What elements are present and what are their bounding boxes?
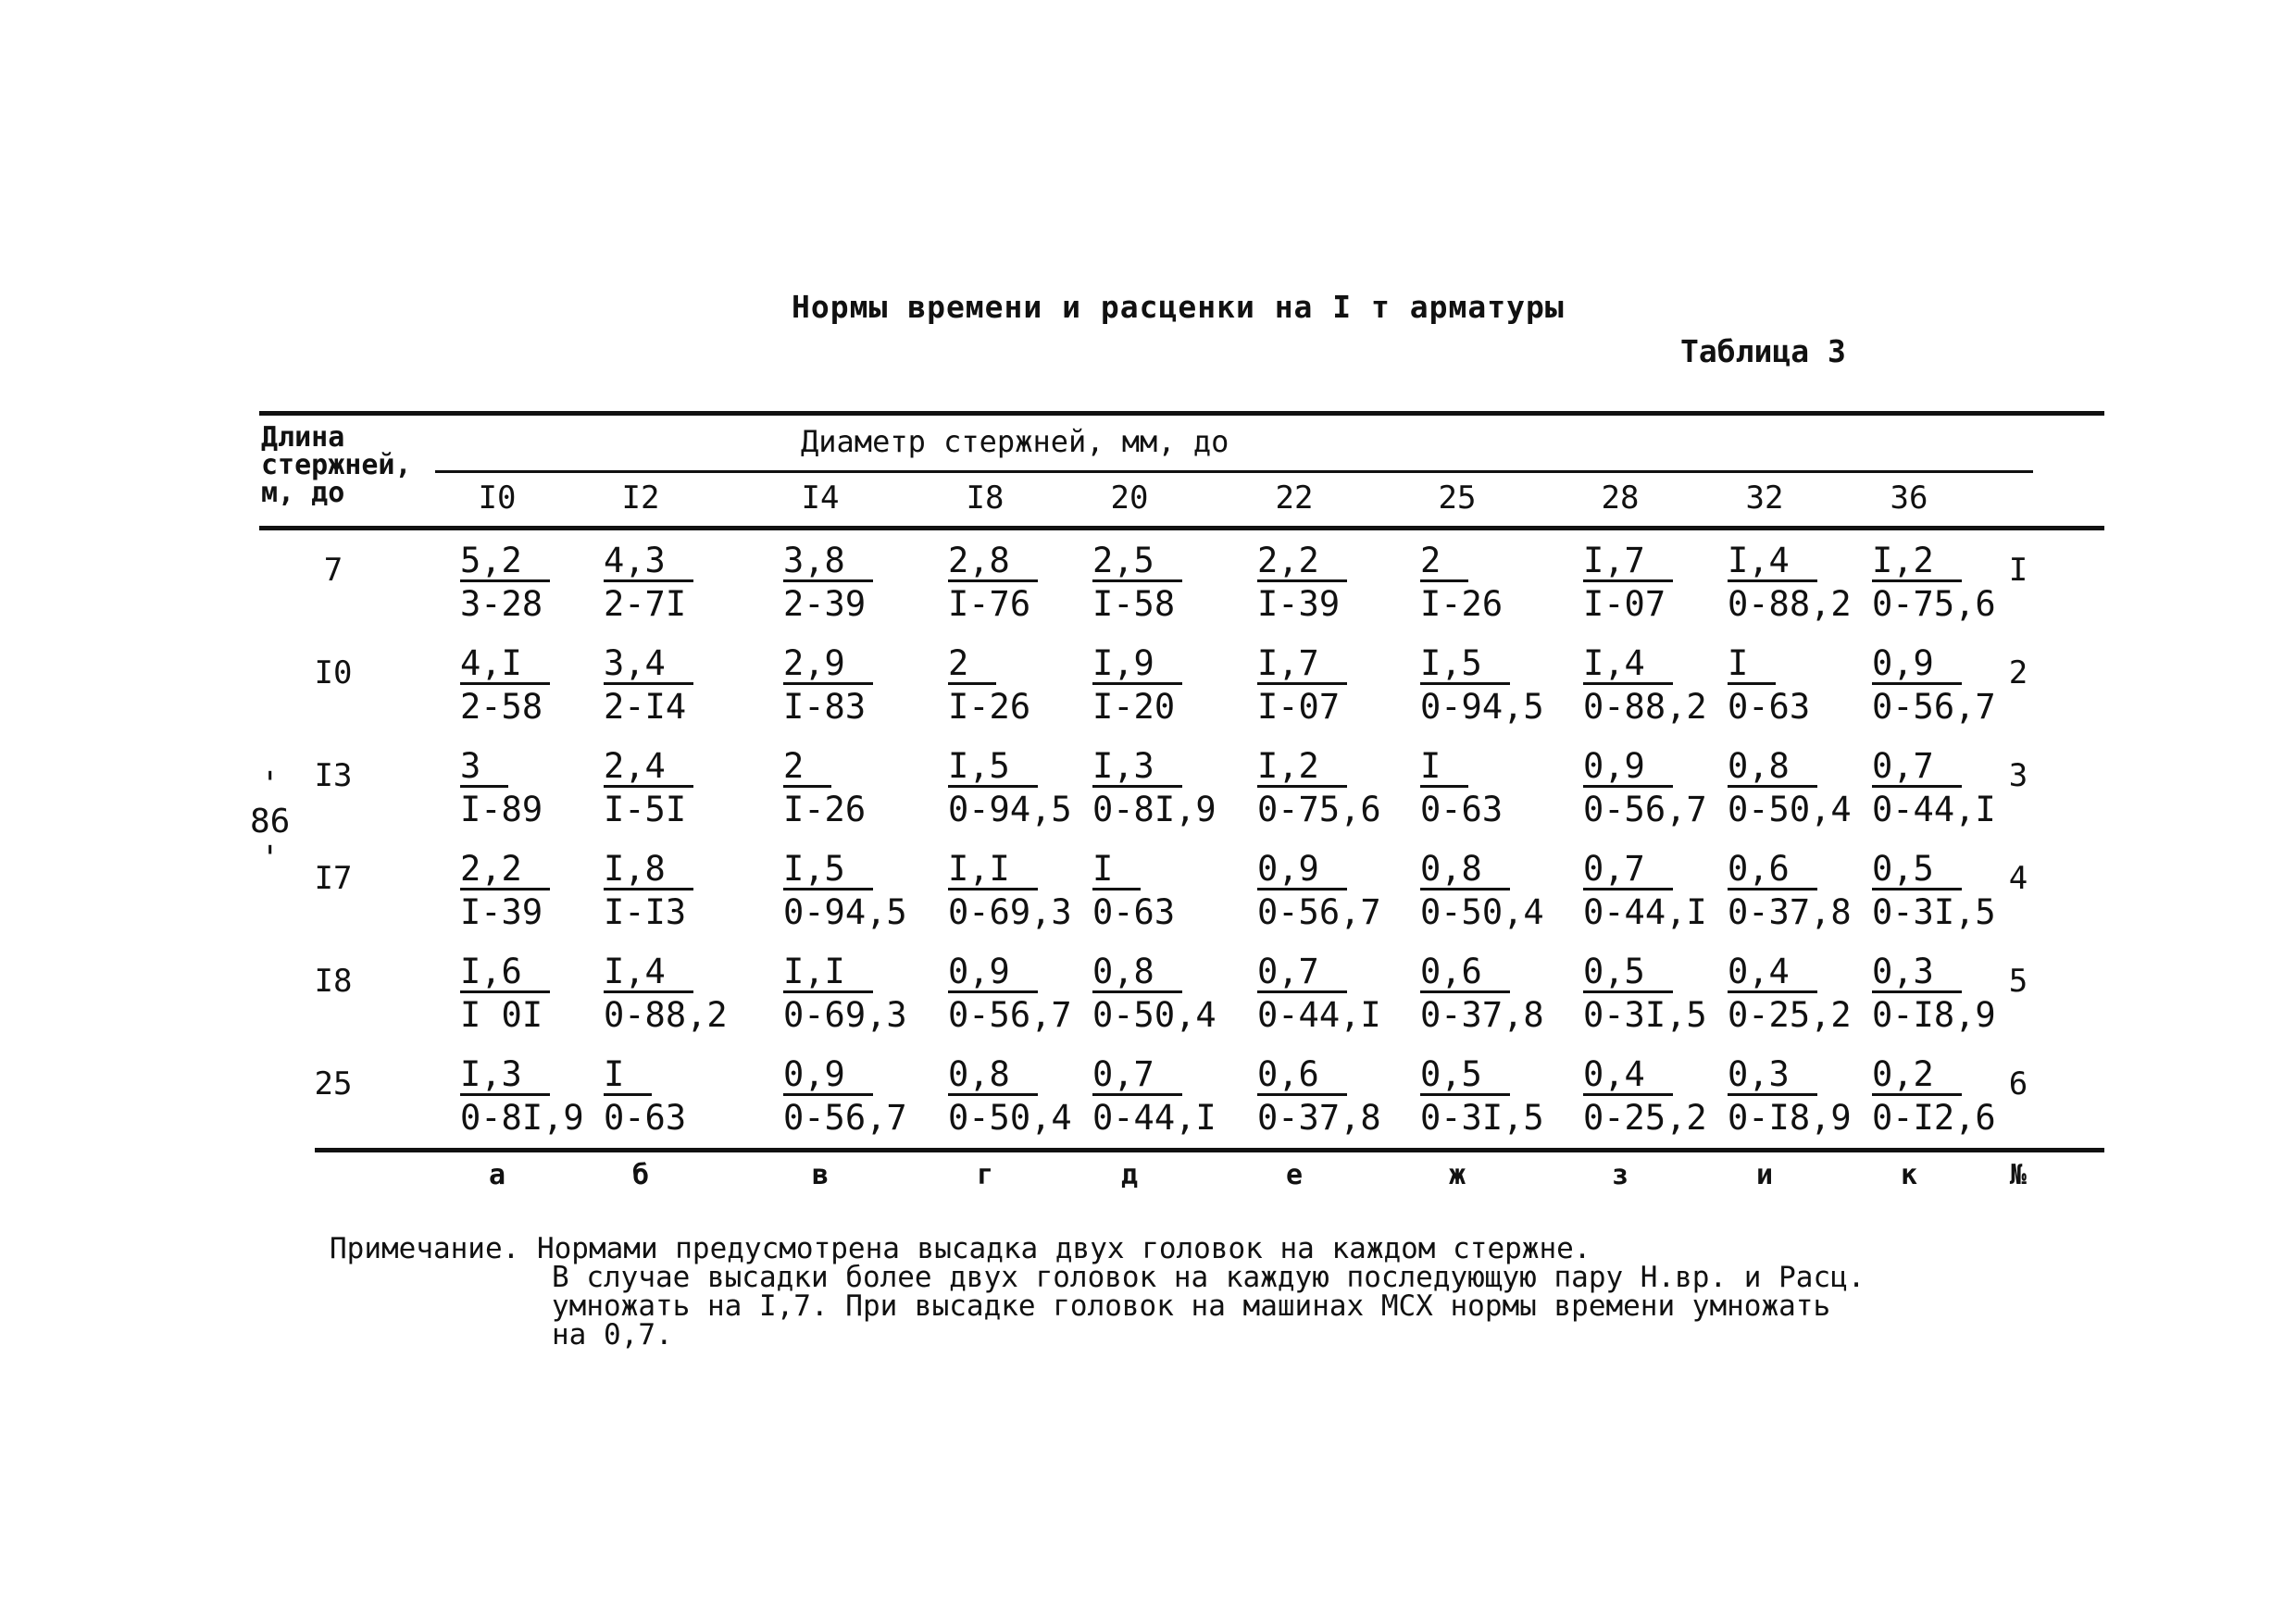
- time-norm: 0,5: [1872, 851, 1962, 890]
- table-cell: [948, 1054, 1072, 1140]
- diameter-header: 32: [1745, 479, 1784, 517]
- time-norm: I,4: [604, 953, 693, 993]
- table-cell: [604, 1054, 686, 1140]
- page-mark: [250, 766, 290, 878]
- time-norm: I,2: [1257, 748, 1347, 788]
- rate-value: 0-I8,9: [1872, 995, 1996, 1035]
- rate-value: 0-25,2: [1583, 1098, 1707, 1138]
- table-cell: [1728, 849, 1852, 935]
- page-mark-line: ': [259, 840, 281, 878]
- length-header-line: м, до: [261, 477, 345, 509]
- time-norm: 0,9: [948, 953, 1038, 993]
- table-cell: [1583, 541, 1673, 627]
- table-cell: [1872, 1054, 1996, 1140]
- row-number: 3: [2008, 757, 2028, 794]
- rate-value: 0-63: [1728, 687, 1811, 727]
- time-norm: 0,8: [1420, 851, 1510, 890]
- table-cell: [604, 541, 693, 627]
- rate-value: 0-3I,5: [1872, 892, 1996, 932]
- diameter-header: 22: [1275, 479, 1314, 517]
- table-cell: [460, 952, 550, 1038]
- rate-value: I-I3: [604, 892, 687, 932]
- row-length: I0: [314, 654, 353, 691]
- rate-value: 0-3I,5: [1583, 995, 1707, 1035]
- column-letter: а: [488, 1159, 506, 1191]
- diameter-header: I8: [966, 479, 1004, 517]
- time-norm: 0,3: [1872, 953, 1962, 993]
- rate-value: 0-88,2: [1728, 584, 1852, 624]
- rate-value: 2-7I: [604, 584, 687, 624]
- rate-value: 0-75,6: [1257, 790, 1381, 829]
- time-norm: 0,9: [1583, 748, 1673, 788]
- table-cell: [460, 746, 543, 832]
- footnote-line: умножать на I,7. При высадке головок на машинах МСХ нормы времени умножать: [552, 1289, 1831, 1323]
- table-cell: [1420, 1054, 1544, 1140]
- column-letter: к: [1900, 1159, 1918, 1191]
- table-cell: [1257, 746, 1381, 832]
- table-cell: [604, 643, 693, 729]
- length-header-line: стержней,: [261, 449, 412, 481]
- time-norm: 2,9: [783, 645, 873, 685]
- table-cell: [460, 643, 550, 729]
- time-norm: I,2: [1872, 542, 1962, 582]
- rate-value: I-39: [460, 892, 543, 932]
- table-cell: [604, 746, 693, 832]
- time-norm: I,8: [604, 851, 693, 890]
- table-cell: [1092, 541, 1182, 627]
- table-cell: [783, 1054, 907, 1140]
- column-letter: е: [1285, 1159, 1304, 1191]
- table-cell: [1420, 746, 1503, 832]
- time-norm: 2: [783, 748, 831, 788]
- table-cell: [1420, 643, 1544, 729]
- column-letter: г: [976, 1159, 994, 1191]
- table-cell: [1092, 1054, 1217, 1140]
- time-norm: 0,7: [1092, 1056, 1182, 1096]
- rate-value: 0-56,7: [1583, 790, 1707, 829]
- table-cell: [1257, 541, 1347, 627]
- footnote-line: на 0,7.: [552, 1318, 673, 1351]
- time-norm: I,4: [1583, 645, 1673, 685]
- row-length: I7: [314, 860, 353, 897]
- rate-value: 0-94,5: [783, 892, 907, 932]
- diameter-header: I4: [801, 479, 840, 517]
- table-cell: [1420, 541, 1503, 627]
- table-cell: [948, 643, 1030, 729]
- time-norm: 3,4: [604, 645, 693, 685]
- length-column-header: [261, 421, 412, 509]
- table-cell: [948, 541, 1038, 627]
- rate-value: 0-44,I: [1257, 995, 1381, 1035]
- rate-value: 0-50,4: [948, 1098, 1072, 1138]
- table-cell: [1872, 849, 1996, 935]
- time-norm: 4,3: [604, 542, 693, 582]
- time-norm: I,7: [1583, 542, 1673, 582]
- time-norm: 0,6: [1257, 1056, 1347, 1096]
- rate-value: 0-69,3: [783, 995, 907, 1035]
- rate-value: 0-63: [604, 1098, 687, 1138]
- time-norm: I,7: [1257, 645, 1347, 685]
- column-letter: №: [2009, 1159, 2028, 1191]
- table-cell: [1092, 643, 1182, 729]
- table-cell: [460, 541, 550, 627]
- table-cell: [1583, 849, 1707, 935]
- time-norm: 0,4: [1728, 953, 1817, 993]
- row-number: 6: [2008, 1065, 2028, 1102]
- column-letter: д: [1120, 1159, 1139, 1191]
- rate-value: 0-94,5: [1420, 687, 1544, 727]
- rate-value: 2-58: [460, 687, 543, 727]
- time-norm: 5,2: [460, 542, 550, 582]
- table-top-rule: [259, 411, 2104, 416]
- rate-value: 0-8I,9: [460, 1098, 584, 1138]
- diameter-header: 25: [1438, 479, 1477, 517]
- rate-value: 0-88,2: [604, 995, 728, 1035]
- page-title: Нормы времени и расценки на I т арматуры: [792, 289, 1565, 325]
- table-cell: [1257, 643, 1347, 729]
- rate-value: I-83: [783, 687, 867, 727]
- row-number: I: [2008, 552, 2028, 589]
- rate-value: 0-50,4: [1728, 790, 1852, 829]
- row-length: I3: [314, 757, 353, 794]
- table-cell: [1257, 952, 1381, 1038]
- time-norm: 0,9: [1257, 851, 1347, 890]
- table-cell: [460, 849, 550, 935]
- time-norm: 0,5: [1583, 953, 1673, 993]
- rate-value: 0-75,6: [1872, 584, 1996, 624]
- time-norm: 0,7: [1872, 748, 1962, 788]
- table-cell: [1872, 952, 1996, 1038]
- time-norm: I: [1420, 748, 1468, 788]
- rate-value: 0-I2,6: [1872, 1098, 1996, 1138]
- rate-value: 3-28: [460, 584, 543, 624]
- time-norm: 0,7: [1583, 851, 1673, 890]
- diameter-header: I0: [478, 479, 517, 517]
- table-cell: [1728, 643, 1810, 729]
- time-norm: 4,I: [460, 645, 550, 685]
- time-norm: I,I: [783, 953, 873, 993]
- time-norm: 2,5: [1092, 542, 1182, 582]
- time-norm: I,6: [460, 953, 550, 993]
- table-cell: [604, 952, 728, 1038]
- time-norm: 0,2: [1872, 1056, 1962, 1096]
- rate-value: 0-8I,9: [1092, 790, 1217, 829]
- diameter-header: 36: [1890, 479, 1928, 517]
- rate-value: 0-63: [1420, 790, 1504, 829]
- row-number: 4: [2008, 860, 2028, 897]
- rate-value: 0-56,7: [1872, 687, 1996, 727]
- time-norm: 0,5: [1420, 1056, 1510, 1096]
- rate-value: I-26: [783, 790, 867, 829]
- time-norm: 0,4: [1583, 1056, 1673, 1096]
- diameter-group-header: Диаметр стержней, мм, до: [801, 424, 1229, 459]
- rate-value: 0-37,8: [1728, 892, 1852, 932]
- diameter-header: 28: [1601, 479, 1640, 517]
- rate-value: 0-56,7: [1257, 892, 1381, 932]
- table-cell: [1257, 849, 1381, 935]
- column-letter: з: [1611, 1159, 1629, 1191]
- time-norm: 2,4: [604, 748, 693, 788]
- table-head-bottom-rule: [259, 526, 2104, 530]
- time-norm: 2,8: [948, 542, 1038, 582]
- time-norm: I,5: [1420, 645, 1510, 685]
- table-cell: [1728, 952, 1852, 1038]
- table-cell: [783, 541, 873, 627]
- table-cell: [1092, 849, 1175, 935]
- table-cell: [1872, 643, 1996, 729]
- table-bottom-rule: [315, 1148, 2104, 1152]
- rate-value: I 0I: [460, 995, 543, 1035]
- rate-value: 0-56,7: [783, 1098, 907, 1138]
- table-cell: [948, 952, 1072, 1038]
- rate-value: 0-50,4: [1092, 995, 1217, 1035]
- table-header-rule: [435, 470, 2033, 473]
- rate-value: I-26: [948, 687, 1031, 727]
- time-norm: 2: [948, 645, 996, 685]
- table-cell: [460, 1054, 584, 1140]
- table-number: Таблица 3: [1680, 333, 1846, 369]
- table-cell: [1420, 849, 1544, 935]
- rate-value: 0-44,I: [1583, 892, 1707, 932]
- time-norm: 2: [1420, 542, 1468, 582]
- row-number: 2: [2008, 654, 2028, 691]
- footnote-line: Примечание. Нормами предусмотрена высадка двух головок на каждом стержне.: [330, 1232, 1591, 1265]
- column-letter: б: [631, 1159, 650, 1191]
- table-cell: [1872, 746, 1996, 832]
- column-letter: ж: [1448, 1159, 1466, 1191]
- table-cell: [1728, 746, 1852, 832]
- time-norm: 0,7: [1257, 953, 1347, 993]
- rate-value: I-07: [1583, 584, 1666, 624]
- time-norm: I,4: [1728, 542, 1817, 582]
- page-number: 86: [250, 803, 291, 841]
- page-mark-line: ': [259, 766, 281, 803]
- time-norm: 0,9: [783, 1056, 873, 1096]
- row-number: 5: [2008, 963, 2028, 1000]
- rate-value: 0-37,8: [1420, 995, 1544, 1035]
- length-header-line: Длина: [261, 421, 345, 454]
- time-norm: I,3: [1092, 748, 1182, 788]
- table-cell: [948, 849, 1072, 935]
- time-norm: I: [604, 1056, 652, 1096]
- table-cell: [783, 643, 873, 729]
- time-norm: 2,2: [460, 851, 550, 890]
- time-norm: I,9: [1092, 645, 1182, 685]
- time-norm: I,5: [948, 748, 1038, 788]
- rate-value: 2-39: [783, 584, 867, 624]
- rate-value: I-76: [948, 584, 1031, 624]
- rate-value: 0-88,2: [1583, 687, 1707, 727]
- rate-value: I-26: [1420, 584, 1504, 624]
- diameter-header: I2: [621, 479, 660, 517]
- time-norm: 0,6: [1728, 851, 1817, 890]
- column-letter: в: [811, 1159, 830, 1191]
- rate-value: I-07: [1257, 687, 1341, 727]
- table-cell: [1420, 952, 1544, 1038]
- time-norm: 0,3: [1728, 1056, 1817, 1096]
- rate-value: 0-37,8: [1257, 1098, 1381, 1138]
- time-norm: I,I: [948, 851, 1038, 890]
- table-cell: [1583, 1054, 1707, 1140]
- footnote-line: В случае высадки более двух головок на каждую последующую пару Н.вр. и Расц.: [552, 1261, 1866, 1294]
- rate-value: 0-25,2: [1728, 995, 1852, 1035]
- time-norm: 2,2: [1257, 542, 1347, 582]
- rate-value: 0-3I,5: [1420, 1098, 1544, 1138]
- table-cell: [1872, 541, 1996, 627]
- rate-value: 0-44,I: [1092, 1098, 1217, 1138]
- time-norm: I,3: [460, 1056, 550, 1096]
- rate-value: I-58: [1092, 584, 1176, 624]
- rate-value: I-89: [460, 790, 543, 829]
- table-cell: [948, 746, 1072, 832]
- time-norm: 3: [460, 748, 508, 788]
- rate-value: 0-56,7: [948, 995, 1072, 1035]
- column-letter: и: [1755, 1159, 1774, 1191]
- table-cell: [1583, 746, 1707, 832]
- time-norm: I,5: [783, 851, 873, 890]
- rate-value: I-20: [1092, 687, 1176, 727]
- rate-value: 0-69,3: [948, 892, 1072, 932]
- rate-value: I-39: [1257, 584, 1341, 624]
- table-cell: [604, 849, 693, 935]
- table-cell: [783, 849, 907, 935]
- time-norm: 0,6: [1420, 953, 1510, 993]
- rate-value: 0-I8,9: [1728, 1098, 1852, 1138]
- row-length: 7: [323, 552, 343, 589]
- table-cell: [783, 746, 866, 832]
- table-cell: [1728, 541, 1852, 627]
- time-norm: I: [1728, 645, 1776, 685]
- time-norm: 3,8: [783, 542, 873, 582]
- rate-value: 0-44,I: [1872, 790, 1996, 829]
- row-length: I8: [314, 963, 353, 1000]
- diameter-header: 20: [1110, 479, 1149, 517]
- table-cell: [1092, 746, 1217, 832]
- time-norm: 0,8: [1728, 748, 1817, 788]
- time-norm: 0,8: [948, 1056, 1038, 1096]
- row-length: 25: [314, 1065, 353, 1102]
- rate-value: 0-63: [1092, 892, 1176, 932]
- rate-value: 0-94,5: [948, 790, 1072, 829]
- time-norm: 0,8: [1092, 953, 1182, 993]
- time-norm: I: [1092, 851, 1141, 890]
- rate-value: I-5I: [604, 790, 687, 829]
- table-cell: [1583, 952, 1707, 1038]
- time-norm: 0,9: [1872, 645, 1962, 685]
- table-cell: [1257, 1054, 1381, 1140]
- table-cell: [1583, 643, 1707, 729]
- table-cell: [1092, 952, 1217, 1038]
- rate-value: 2-I4: [604, 687, 687, 727]
- table-cell: [783, 952, 907, 1038]
- table-cell: [1728, 1054, 1852, 1140]
- footnote: [330, 1232, 1866, 1351]
- rate-value: 0-50,4: [1420, 892, 1544, 932]
